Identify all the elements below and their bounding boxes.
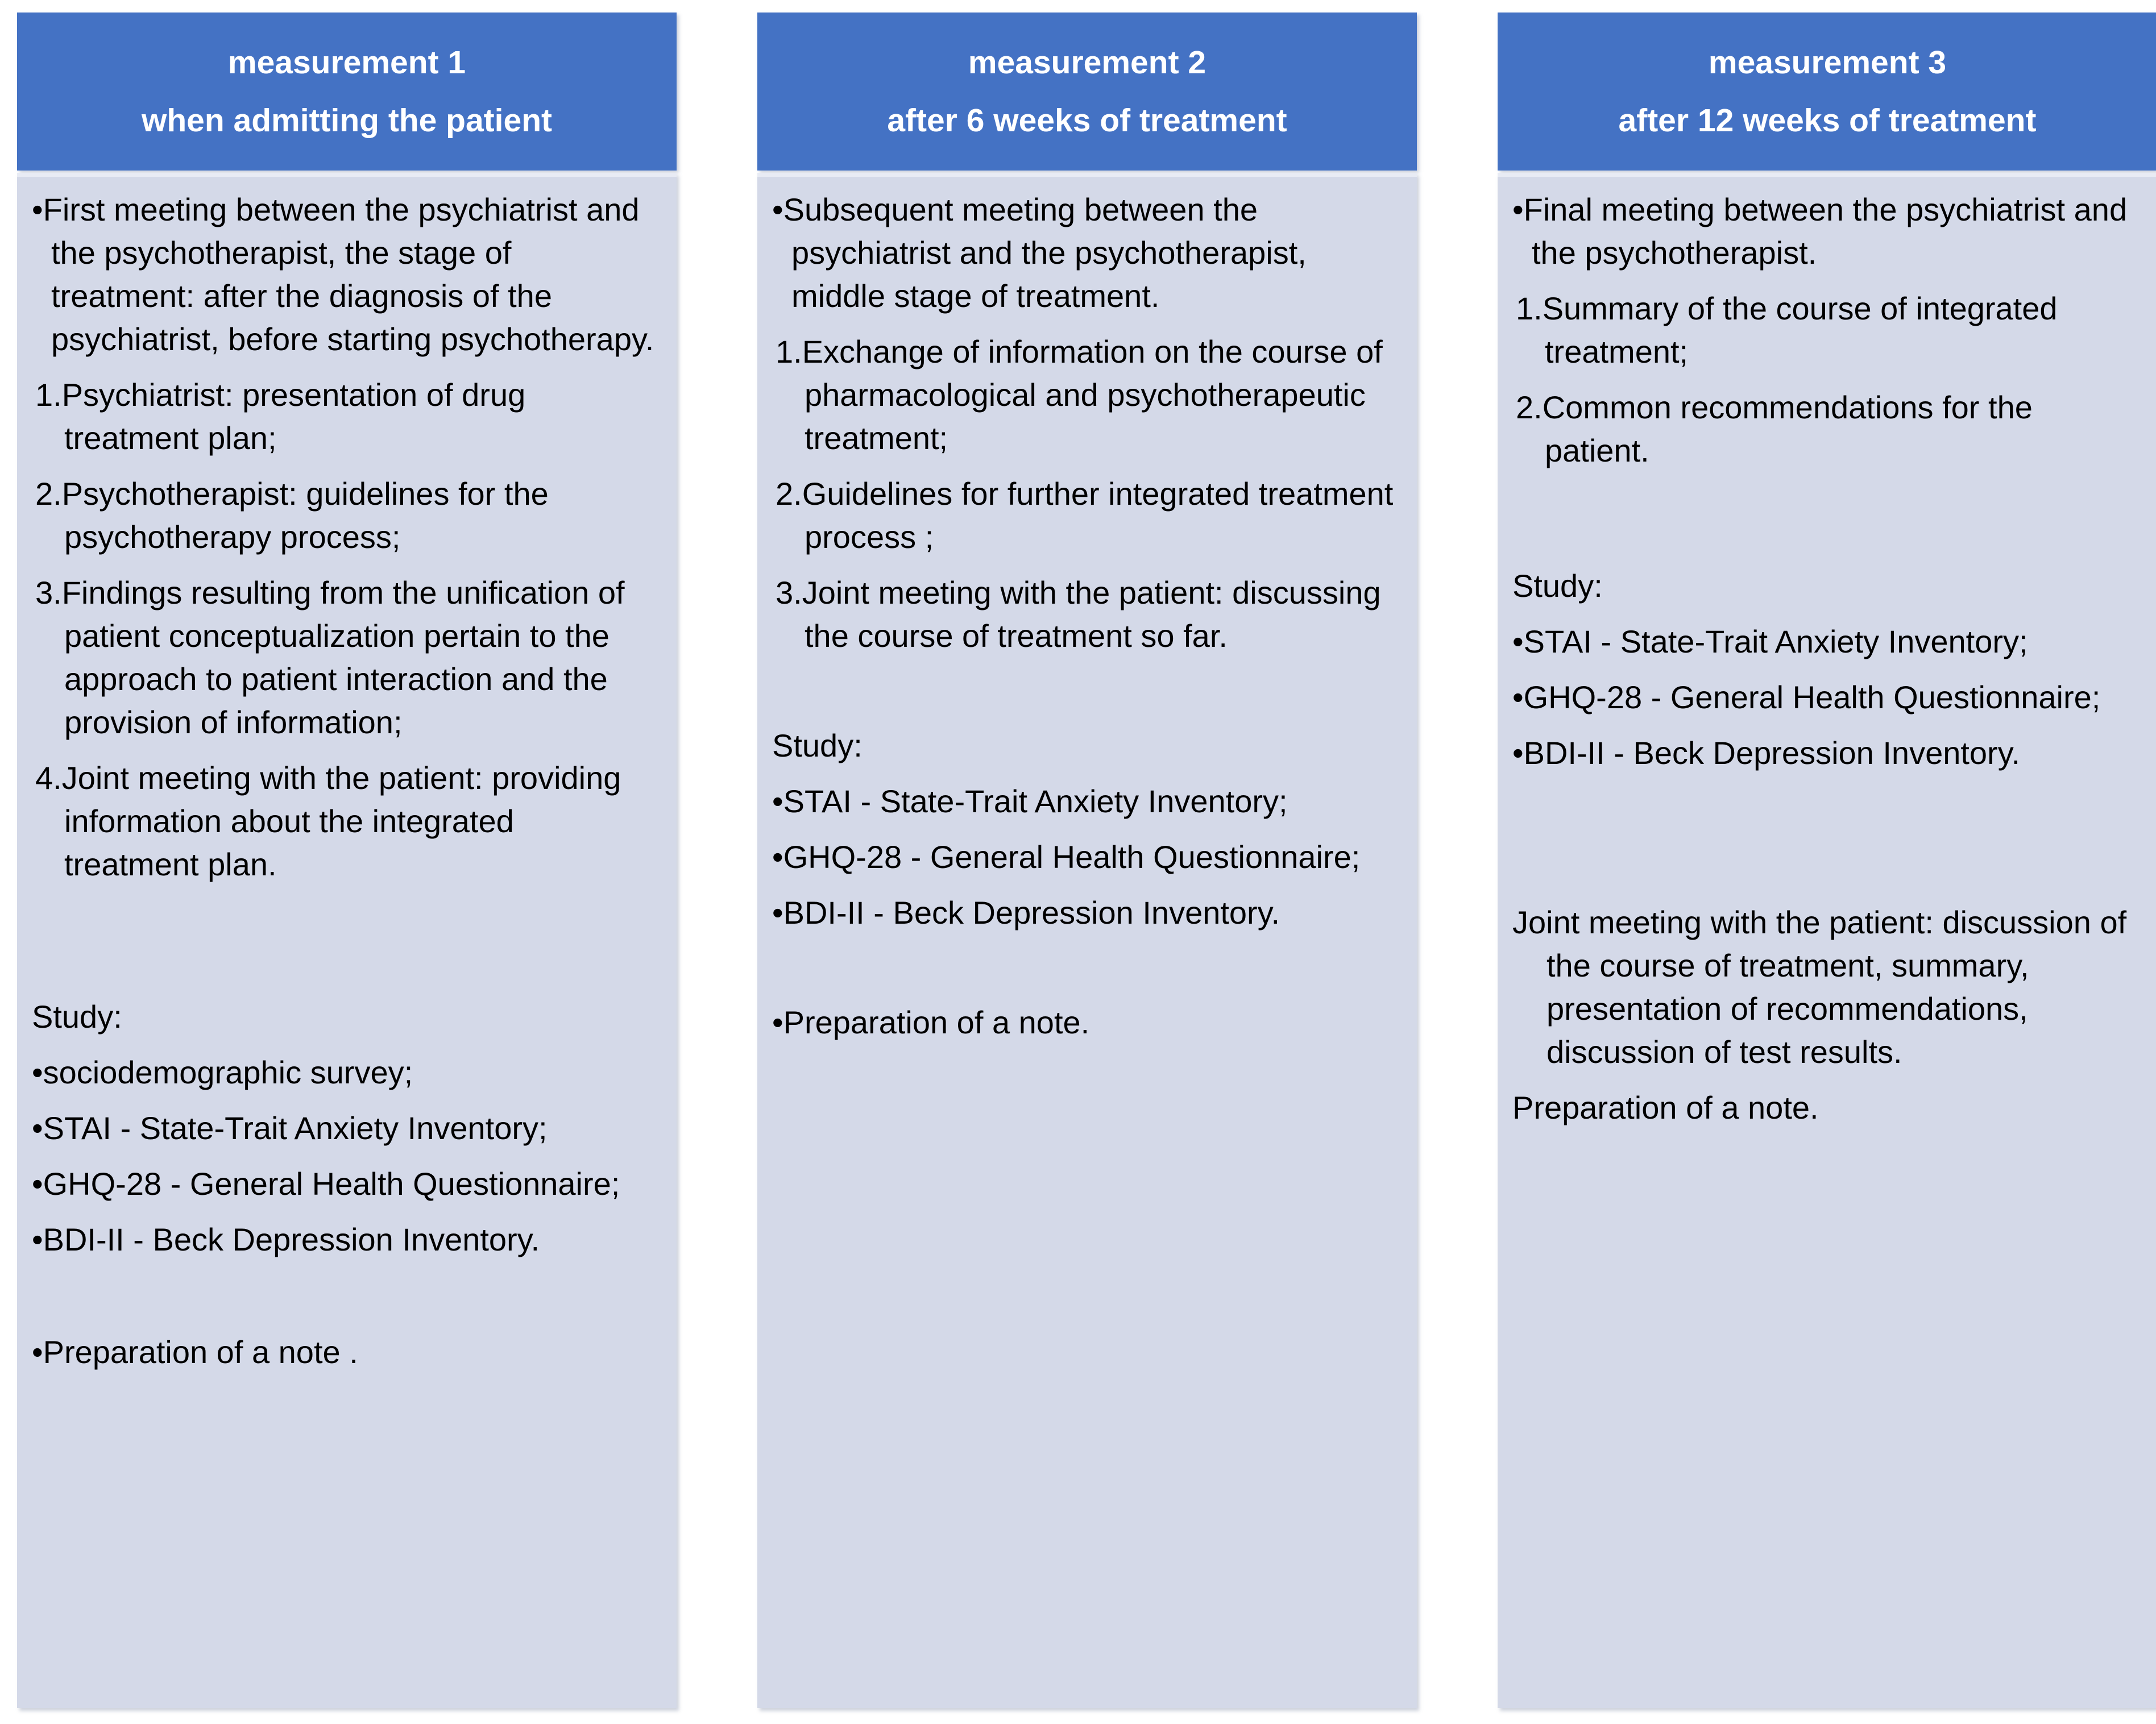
paragraph-text: Study: (1512, 568, 1603, 604)
bullet-icon: • (32, 1054, 43, 1090)
number-label: 2. (35, 476, 62, 512)
header-subtitle: after 12 weeks of treatment (1618, 102, 2037, 139)
header-subtitle: when admitting the patient (142, 102, 552, 139)
number-label: 3. (776, 575, 802, 610)
paragraph-text: Joint meeting with the patient: discussing the course of treatment so far. (802, 575, 1381, 654)
number-label: 1. (35, 377, 62, 413)
paragraph-text: Findings resulting from the unification of patient conceptualization pertain to the approach to patient interaction and the provision of information; (61, 575, 625, 740)
number-label: 1. (776, 334, 802, 369)
header-title: measurement 3 (1708, 44, 1947, 81)
paragraph-text: Exchange of information on the course of pharmacological and psychotherapeutic treatment; (802, 334, 1383, 456)
bullet-icon: • (1512, 624, 1524, 659)
paragraph-text: STAI - State-Trait Anxiety Inventory; (43, 1110, 548, 1146)
bullet-icon: • (772, 1004, 783, 1040)
bullet-icon: • (1512, 192, 1524, 227)
bullet-icon: • (772, 783, 783, 819)
bullet-list-item (32, 1218, 655, 1261)
bullet-list-item (772, 1001, 1395, 1044)
column-body (17, 173, 677, 1708)
paragraph-text: Joint meeting with the patient: providing information about the integrated treatment plan. (61, 760, 621, 882)
header-subtitle: after 6 weeks of treatment (887, 102, 1287, 139)
bullet-list-item (32, 1162, 655, 1206)
bullet-list-item (1512, 620, 2136, 663)
header-title: measurement 2 (968, 44, 1206, 81)
measurement-column-2 (757, 13, 1417, 1708)
bullet-list-item (1512, 188, 2136, 275)
paragraph-spacer (1512, 485, 2136, 564)
body-paragraph (1512, 901, 2136, 1074)
paragraph-spacer (772, 947, 1395, 1001)
paragraph-text: STAI - State-Trait Anxiety Inventory; (783, 783, 1288, 819)
paragraph-text: GHQ-28 - General Health Questionnaire; (1523, 679, 2101, 715)
paragraph-text: BDI-II - Beck Depression Inventory. (1523, 735, 2021, 771)
paragraph-spacer (1512, 787, 2136, 901)
bullet-list-item (32, 1331, 655, 1374)
paragraph-text: GHQ-28 - General Health Questionnaire; (43, 1166, 620, 1202)
body-paragraph (1512, 1086, 2136, 1129)
measurement-column-3 (1498, 13, 2156, 1708)
column-header (1498, 13, 2156, 171)
paragraph-text: Summary of the course of integrated treatment; (1542, 290, 2058, 369)
bullet-icon: • (32, 1110, 43, 1146)
number-label: 1. (1516, 290, 1543, 326)
bullet-list-item (772, 891, 1395, 934)
number-label: 2. (1516, 389, 1543, 425)
paragraph-text: Psychiatrist: presentation of drug treatment plan; (61, 377, 526, 456)
bullet-icon: • (772, 895, 783, 930)
bullet-list-item (32, 1107, 655, 1150)
body-paragraph (1512, 564, 2136, 608)
numbered-list-item (1512, 287, 2136, 373)
paragraph-text: First meeting between the psychiatrist and the psychotherapist, the stage of treatment: after the diagnosis of the psychiatrist, before starting psychotherapy. (43, 192, 654, 357)
bullet-list-item (1512, 676, 2136, 719)
bullet-list-item (32, 188, 655, 361)
paragraph-text: Study: (772, 728, 863, 763)
measurement-column-1 (17, 13, 677, 1708)
paragraph-text: sociodemographic survey; (43, 1054, 413, 1090)
bullet-icon: • (32, 1334, 43, 1370)
paragraph-text: BDI-II - Beck Depression Inventory. (43, 1222, 540, 1257)
paragraph-text: Final meeting between the psychiatrist and the psychotherapist. (1523, 192, 2128, 271)
numbered-list-item (32, 757, 655, 886)
paragraph-text: Preparation of a note . (43, 1334, 358, 1370)
bullet-list-item (32, 1051, 655, 1094)
paragraph-text: GHQ-28 - General Health Questionnaire; (783, 839, 1361, 875)
paragraph-spacer (772, 670, 1395, 724)
numbered-list-item (32, 373, 655, 460)
column-header (757, 13, 1417, 171)
paragraph-spacer (32, 899, 655, 995)
paragraph-text: Psychotherapist: guidelines for the psychotherapy process; (61, 476, 549, 555)
paragraph-text: STAI - State-Trait Anxiety Inventory; (1523, 624, 2028, 659)
numbered-list-item (1512, 386, 2136, 472)
column-header (17, 13, 677, 171)
numbered-list-item (32, 472, 655, 559)
numbered-list-item (32, 571, 655, 744)
paragraph-text: Guidelines for further integrated treatment process ; (802, 476, 1394, 555)
bullet-icon: • (32, 1166, 43, 1202)
paragraph-text: Joint meeting with the patient: discussion of the course of treatment, summary, presentation of recommendations, discussion of test results. (1512, 904, 2127, 1070)
bullet-list-item (772, 188, 1395, 318)
paragraph-text: Preparation of a note. (1512, 1090, 1819, 1125)
bullet-icon: • (32, 1222, 43, 1257)
bullet-icon: • (772, 192, 783, 227)
paragraph-text: Study: (32, 999, 122, 1035)
bullet-list-item (772, 836, 1395, 879)
paragraph-text: BDI-II - Beck Depression Inventory. (783, 895, 1280, 930)
numbered-list-item (772, 472, 1395, 559)
column-body (1498, 173, 2156, 1708)
bullet-icon: • (1512, 735, 1524, 771)
paragraph-text: Subsequent meeting between the psychiatrist and the psychotherapist, middle stage of treatment. (783, 192, 1307, 314)
column-body (757, 173, 1417, 1708)
paragraph-text: Preparation of a note. (783, 1004, 1090, 1040)
paragraph-spacer (32, 1274, 655, 1331)
bullet-icon: • (772, 839, 783, 875)
body-paragraph (32, 995, 655, 1038)
body-paragraph (772, 724, 1395, 767)
numbered-list-item (772, 330, 1395, 460)
bullet-list-item (1512, 732, 2136, 775)
number-label: 4. (35, 760, 62, 796)
number-label: 2. (776, 476, 802, 512)
bullet-icon: • (32, 192, 43, 227)
bullet-icon: • (1512, 679, 1524, 715)
number-label: 3. (35, 575, 62, 610)
header-title: measurement 1 (227, 44, 466, 81)
paragraph-text: Common recommendations for the patient. (1542, 389, 2033, 468)
bullet-list-item (772, 780, 1395, 823)
numbered-list-item (772, 571, 1395, 658)
